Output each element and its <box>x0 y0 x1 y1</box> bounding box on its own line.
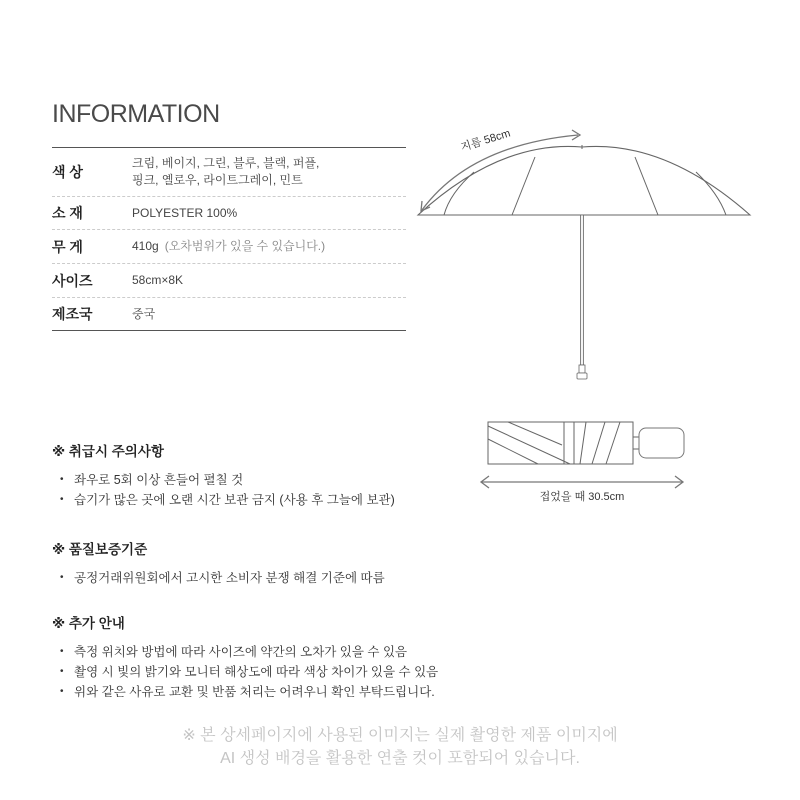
list-item: • 습기가 많은 곳에 오랜 시간 보관 금지 (사용 후 그늘에 보관) <box>60 490 395 510</box>
spec-value-line: 크림, 베이지, 그린, 블루, 블랙, 퍼플, <box>132 156 320 170</box>
spec-table <box>52 147 406 331</box>
page-title: INFORMATION <box>52 100 220 128</box>
spec-value: 58cm×8K <box>132 273 184 287</box>
spec-label: 소 재 <box>52 205 83 221</box>
spec-row-material <box>52 197 406 230</box>
section-heading: ※ 취급시 주의사항 <box>52 444 164 459</box>
folded-length-dimension <box>481 476 683 503</box>
spec-value-line: 핑크, 옐로우, 라이트그레이, 민트 <box>132 173 303 187</box>
list-item: • 좌우로 5회 이상 흔들어 펼칠 것 <box>60 470 395 490</box>
spec-label: 사이즈 <box>52 272 93 289</box>
umbrella-illustration <box>410 125 770 505</box>
spec-row-weight <box>52 230 406 264</box>
folded-length-label: 접었을 때 30.5cm <box>539 491 625 503</box>
spec-value: POLYESTER 100% <box>132 205 238 220</box>
handling-precautions-section <box>52 440 395 510</box>
spec-note: (오차범위가 있을 수 있습니다.) <box>164 239 326 253</box>
spec-row-size <box>52 264 406 298</box>
disclaimer-footer <box>0 724 800 770</box>
disclaimer-line: ※ 본 상세페이지에 사용된 이미지는 실제 촬영한 제품 이미지에 <box>182 727 618 744</box>
list-item: • 측정 위치와 방법에 따라 사이즈에 약간의 오차가 있을 수 있음 <box>60 642 438 662</box>
additional-info-section <box>52 612 438 702</box>
spec-row-origin <box>52 298 406 330</box>
section-heading: ※ 추가 안내 <box>52 616 125 631</box>
list-item: • 공정거래위원회에서 고시한 소비자 분쟁 해결 기준에 따름 <box>60 568 385 588</box>
list-item: • 촬영 시 빛의 밝기와 모니터 해상도에 따라 색상 차이가 있을 수 있음 <box>60 662 438 682</box>
list-item: • 위와 같은 사유로 교환 및 반품 처리는 어려우니 확인 부탁드립니다. <box>60 682 438 702</box>
spec-value <box>132 238 325 255</box>
folded-umbrella-drawing <box>488 422 684 464</box>
diameter-label: 지름 58cm <box>459 127 512 154</box>
spec-label: 색 상 <box>52 164 83 180</box>
spec-label: 무 게 <box>52 238 83 255</box>
spec-label: 제조국 <box>52 306 93 322</box>
open-umbrella-drawing <box>418 145 750 379</box>
quality-assurance-section <box>52 538 385 588</box>
spec-value: 중국 <box>132 306 156 321</box>
disclaimer-line: AI 생성 배경을 활용한 연출 컷이 포함되어 있습니다. <box>220 750 580 767</box>
section-heading: ※ 품질보증기준 <box>52 542 148 557</box>
spec-value-text: 410g <box>132 239 159 253</box>
spec-value <box>132 155 319 189</box>
spec-row-color <box>52 148 406 197</box>
